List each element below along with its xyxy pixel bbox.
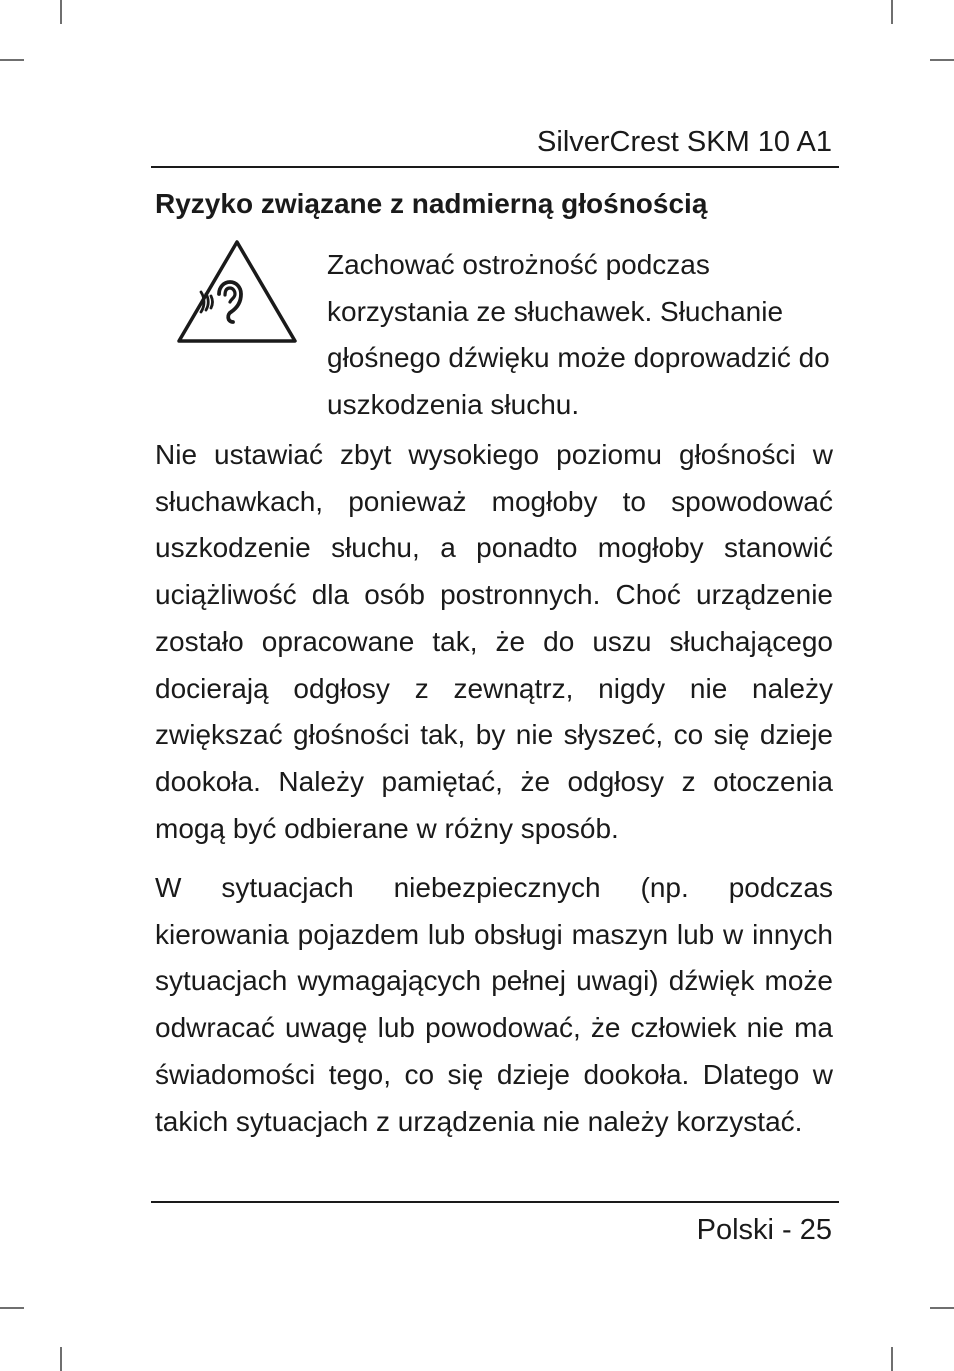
section-title: Ryzyko związane z nadmierną głośnością	[155, 188, 708, 219]
crop-mark	[60, 0, 62, 24]
crop-mark	[930, 1307, 954, 1309]
header-rule	[151, 166, 839, 168]
crop-mark	[891, 1347, 893, 1371]
crop-mark	[930, 59, 954, 61]
running-header: SilverCrest SKM 10 A1	[537, 126, 832, 158]
warning-text: Zachować ostrożność podczas korzystania ze słuchawek. Słuchanie głośnego dźwięku może doprowadzić do uszkodzenia słuchu.	[327, 249, 830, 420]
footer-rule	[151, 1201, 839, 1203]
page-number: Polski - 25	[696, 1214, 832, 1246]
body-paragraph: W sytuacjach niebezpiecznych (np. podczas kierowania pojazdem lub obsługi maszyn lub w innych sytuacjach wymagających pełnej uwagi) dźwięk może odwracać uwagę lub powodować, że człowiek nie ma świadomości tego, co się dzieje dookoła. Dlatego w takich sytuacjach z urządzenia nie należy korzystać.	[155, 872, 833, 1137]
crop-mark	[60, 1347, 62, 1371]
body-paragraph: Nie ustawiać zbyt wysokiego poziomu głośności w słuchawkach, ponieważ mogłoby to spowodować uszkodzenie słuchu, a ponadto mogłoby stanowić uciążliwość dla osób postronnych. Choć urządzenie zostało opracowane tak, że do uszu słuchającego docierają odgłosy z zewnątrz, nigdy nie należy zwiększać głośności tak, by nie słyszeć, co się dzieje dookoła. Należy pamiętać, że odgłosy z otoczenia mogą być odbierane w różny sposób.	[155, 439, 833, 844]
crop-mark	[0, 1307, 24, 1309]
crop-mark	[0, 59, 24, 61]
hearing-warning-icon	[175, 238, 299, 346]
crop-mark	[891, 0, 893, 24]
